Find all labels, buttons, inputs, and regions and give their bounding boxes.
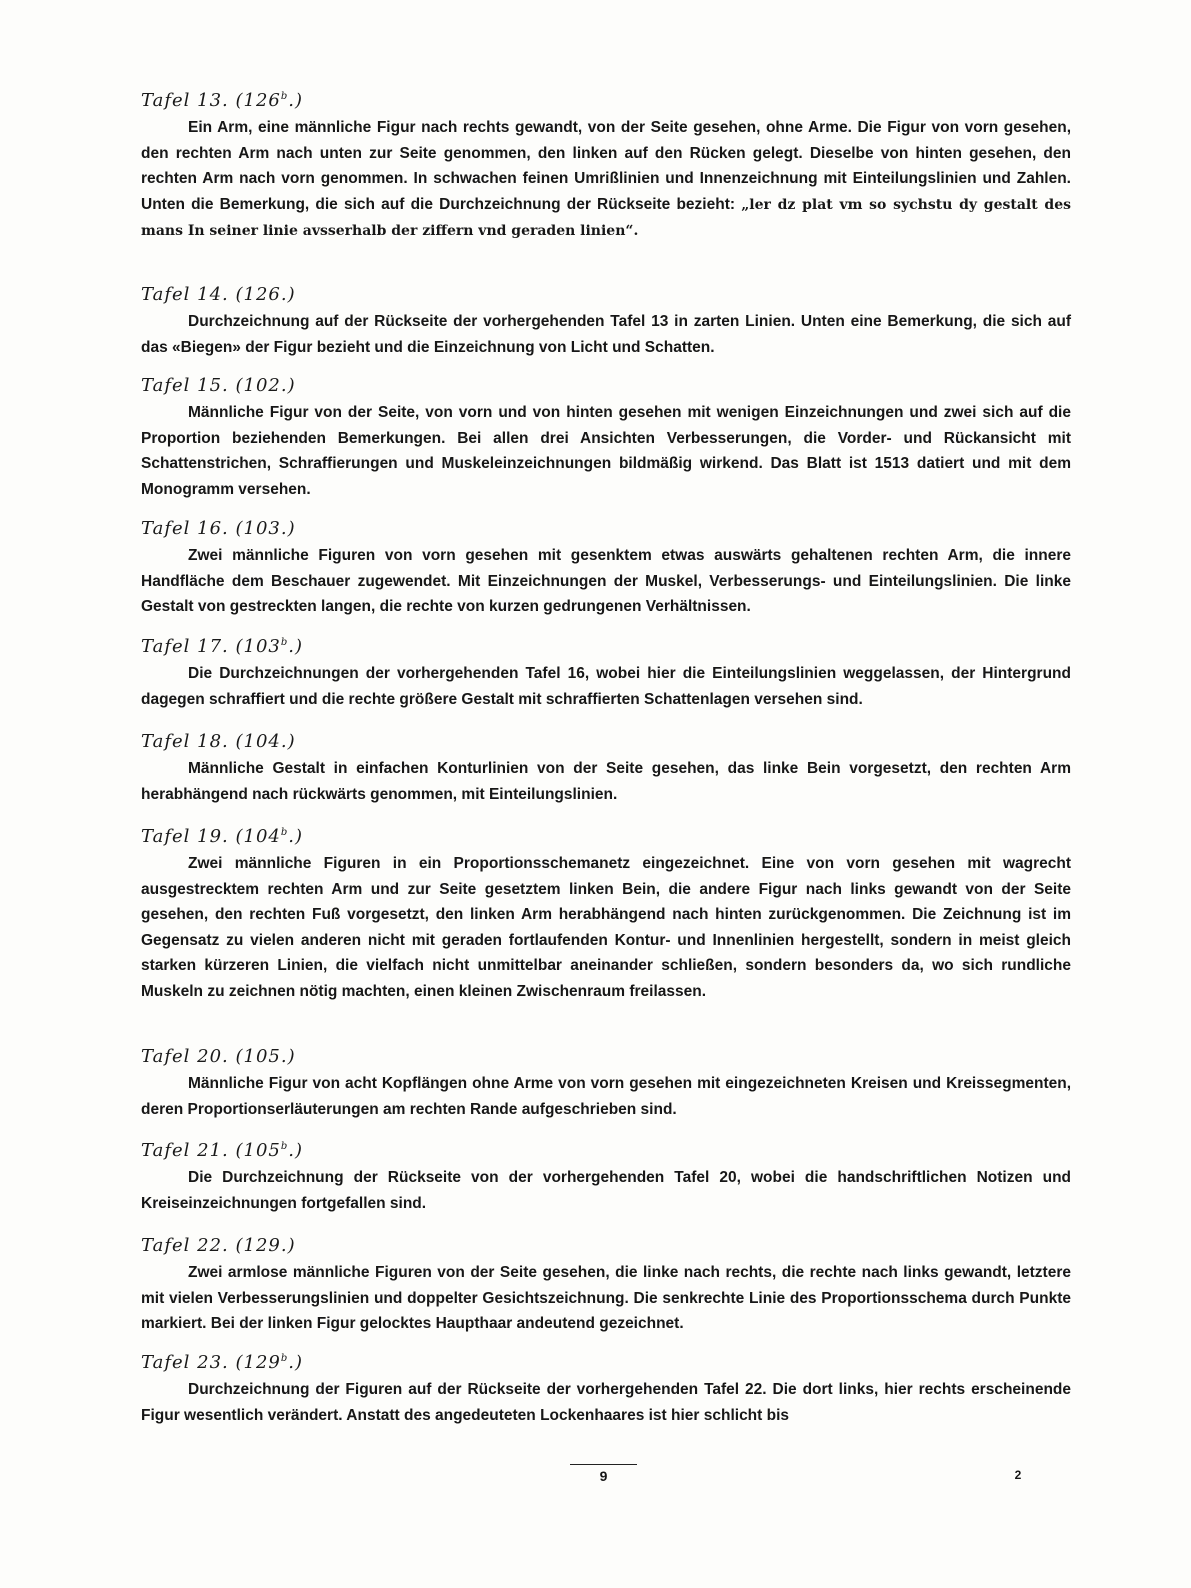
- entry-heading: Tafel 13. (126$^b$.): [141, 90, 304, 111]
- entry-tafel-15: [141, 375, 1071, 502]
- entry-heading: Tafel 23. (129$^b$.): [141, 1352, 304, 1373]
- entry-tafel-16: [141, 518, 1071, 620]
- entry-heading: Tafel 17. (103$^b$.): [141, 636, 304, 657]
- entry-heading: Tafel 18. (104.): [141, 731, 296, 752]
- footer-rule: [570, 1464, 637, 1465]
- entry-tafel-19: [141, 826, 1071, 1005]
- entry-text: Männliche Figur von der Seite, von vorn und von hinten gesehen mit wenigen Einzeichnungen und zwei sich auf die Proportion beziehenden Bemerkungen. Bei allen drei Ansichten Verbesserungen, die Vorder- und Rückansicht mit Schattenstrichen, Schraffierungen und Muskeleinzeichnungen bildmäßig wirkend. Das Blatt ist 1513 datiert und mit dem Monogramm versehen.: [141, 404, 1071, 498]
- entry-text: Zwei männliche Figuren in ein Proportionsschemanetz eingezeichnet. Eine von vorn gesehen mit wagrecht ausgestrecktem rechten Arm und zur Seite gesetztem linken Bein, die andere Figur nach links gewandt von der Seite gesehen, den rechten Fuß vorgesetzt, den linken Arm herabhängend nach hinten zurückgenommen. Die Zeichnung ist im Gegensatz zu vielen anderen nicht mit geraden fortlaufenden Kontur- und Innenlinien hergestellt, sondern in meist gleich starken kürzeren Linien, die vielfach nicht unmittelbar aneinander schließen, sondern besonders da, wo sich rundliche Muskeln zu zeichnen nötig machten, einen kleinen Zwischenraum freilassen.: [141, 855, 1071, 1000]
- entry-text: Zwei armlose männliche Figuren von der Seite gesehen, die linke nach rechts, die rechte nach links gewandt, letztere mit vielen Verbesserungslinien und doppelter Gesichtszeichnung. Die senkrechte Linie des Proportionsschema durch Punkte markiert. Bei der linken Figur gelocktes Haupthaar andeutend gezeichnet.: [141, 1264, 1071, 1333]
- entry-heading: Tafel 22. (129.): [141, 1235, 296, 1256]
- fraktur-quote: „ler dz plat vm so sychstu dy gestalt des mans In seiner linie avsserhalb der ziffern vnd geraden linien“.: [141, 196, 1072, 240]
- entry-tafel-22: [141, 1235, 1071, 1337]
- entry-heading: Tafel 14. (126.): [141, 284, 296, 305]
- page-number: 9: [599, 1468, 608, 1484]
- entry-text: Die Durchzeichnungen der vorhergehenden Tafel 16, wobei hier die Einteilungslinien weggelassen, der Hintergrund dagegen schraffiert und die rechte größere Gestalt mit schraffierten Schattenlagen versehen sind.: [141, 665, 1071, 708]
- entry-text: Männliche Figur von acht Kopflängen ohne Arme von vorn gesehen mit eingezeichneten Kreisen und Kreissegmenten, deren Proportionserläuterungen am rechten Rande aufgeschrieben sind.: [141, 1075, 1071, 1118]
- entry-tafel-13: [141, 90, 1071, 245]
- entry-tafel-17: [141, 636, 1071, 712]
- entry-heading: Tafel 15. (102.): [141, 375, 296, 396]
- entry-tafel-18: [141, 731, 1071, 807]
- entry-text: Durchzeichnung der Figuren auf der Rückseite der vorhergehenden Tafel 22. Die dort links, hier rechts erscheinende Figur wesentlich verändert. Anstatt des angedeuteten Lockenhaares ist hier schlicht bis: [141, 1381, 1071, 1424]
- entry-text: Die Durchzeichnung der Rückseite von der vorhergehenden Tafel 20, wobei die handschriftlichen Notizen und Kreiseinzeichnungen fortgefallen sind.: [141, 1169, 1071, 1212]
- signature-mark: 2: [1014, 1468, 1022, 1482]
- entry-text: Zwei männliche Figuren von vorn gesehen mit gesenktem etwas auswärts gehaltenen rechten Arm, die innere Handfläche dem Beschauer zugewendet. Mit Einzeichnungen der Muskel, Verbesserungs- und Einteilungslinien. Die linke Gestalt von gestreckten langen, die rechte von kurzen gedrungenen Verhältnissen.: [141, 547, 1071, 616]
- entry-tafel-21: [141, 1140, 1071, 1216]
- entry-text: Ein Arm, eine männliche Figur nach rechts gewandt, von der Seite gesehen, ohne Arme. Die Figur von vorn gesehen, den rechten Arm nach unten zur Seite genommen, den linken auf den Rücken gelegt. Dieselbe von hinten gesehen, den rechten Arm nach vorn genommen. In schwachen feinen Umrißlinien und Innenzeichnung mit Einteilungslinien und Zahlen. Unten die Bemerkung, die sich auf die Durchzeichnung der Rückseite bezieht: „ler dz plat vm so sychstu dy gestalt des mans In seiner linie avsserhalb der ziffern vnd geraden linien“.: [141, 119, 1072, 240]
- entry-tafel-23: [141, 1352, 1071, 1428]
- entry-heading: Tafel 21. (105$^b$.): [141, 1140, 304, 1161]
- entry-heading: Tafel 19. (104$^b$.): [141, 826, 304, 847]
- entry-heading: Tafel 16. (103.): [141, 518, 296, 539]
- entry-tafel-20: [141, 1046, 1071, 1122]
- entry-heading: Tafel 20. (105.): [141, 1046, 296, 1067]
- entry-tafel-14: [141, 284, 1071, 360]
- entry-text: Durchzeichnung auf der Rückseite der vorhergehenden Tafel 13 in zarten Linien. Unten eine Bemerkung, die sich auf das «Biegen» der Figur bezieht und die Einzeichnung von Licht und Schatten.: [141, 313, 1071, 356]
- entry-text: Männliche Gestalt in einfachen Konturlinien von der Seite gesehen, das linke Bein vorgesetzt, den rechten Arm herabhängend nach rückwärts genommen, mit Einteilungslinien.: [141, 760, 1071, 803]
